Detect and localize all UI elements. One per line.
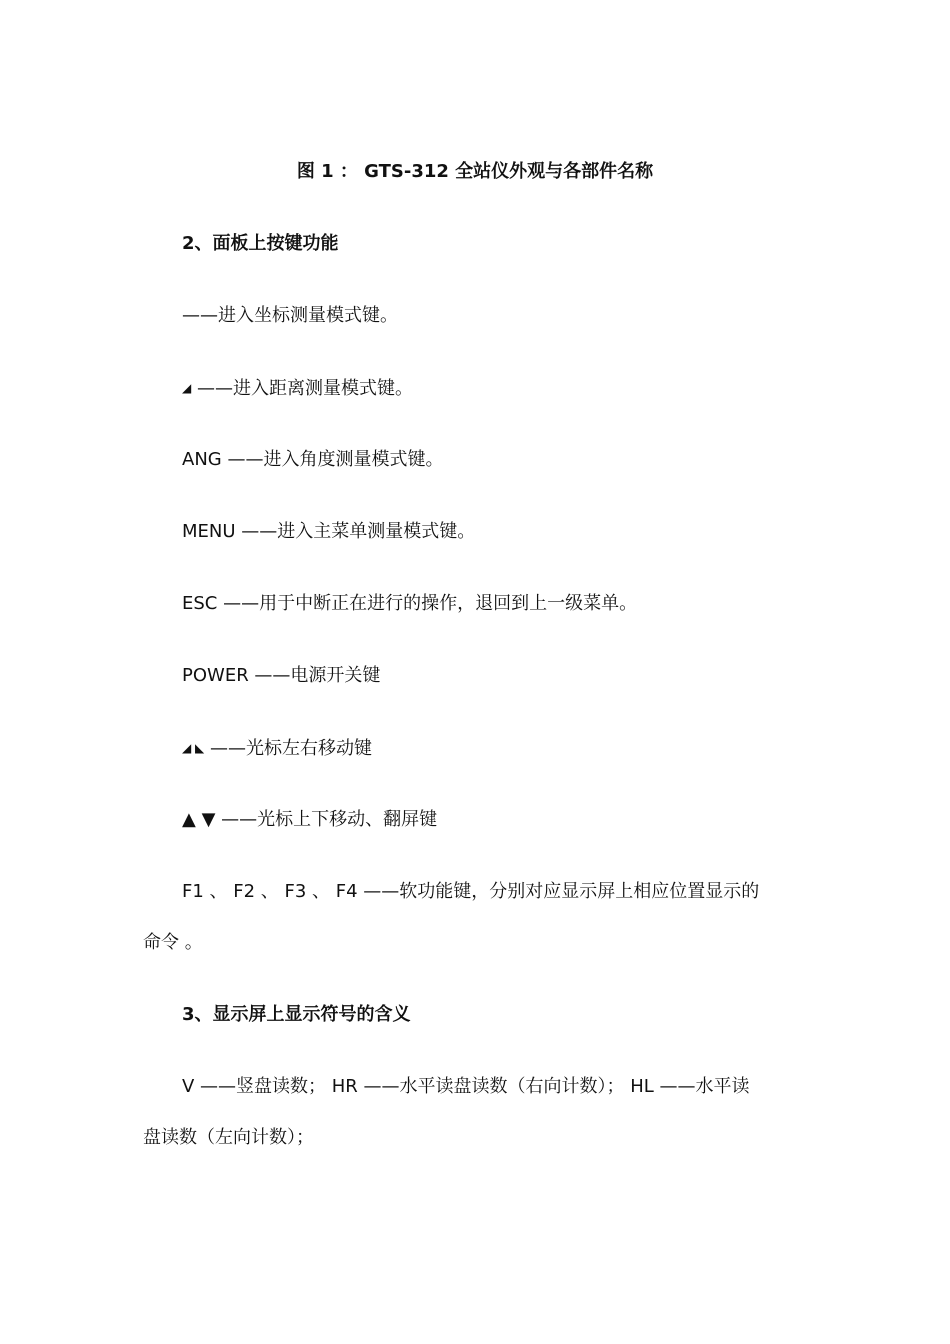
key-power-desc: ——电源开关键 (248, 665, 381, 686)
symbols-paragraph-line2: 盘读数（左向计数）； (143, 1127, 314, 1148)
key-distance-mode (182, 376, 413, 401)
fkeys-paragraph-line1: F1 、 F2 、 F3 、 F4 ——软功能键，分别对应显示屏上相应位置显示的 (182, 881, 760, 902)
key-cursor-up-down (182, 808, 437, 832)
key-distance-desc: ——进入距离测量模式键。 (191, 378, 413, 399)
key-cursor-ud-desc: ——光标上下移动、翻屏键 (215, 809, 438, 830)
key-power (182, 664, 380, 688)
key-coordinate-mode (182, 304, 398, 328)
key-ang-label: ANG (182, 449, 222, 470)
key-esc (182, 592, 637, 616)
key-menu-desc: ——进入主菜单测量模式键。 (235, 521, 476, 542)
symbols-paragraph-line1: V ——竖盘读数； HR ——水平读盘读数（右向计数）； HL ——水平读 (182, 1076, 750, 1097)
key-menu-label: MENU (182, 521, 236, 542)
key-menu-mode (182, 520, 475, 544)
section-2-heading: 2、面板上按键功能 (182, 233, 339, 254)
section-3-heading: 3、显示屏上显示符号的含义 (182, 1004, 411, 1025)
distance-key-icon: ◢ (182, 381, 192, 395)
fkeys-paragraph-line2: 命令 。 (143, 932, 203, 953)
up-down-arrow-icon: ▲ ▼ (182, 809, 216, 830)
key-ang-desc: ——进入角度测量模式键。 (221, 449, 444, 470)
key-esc-label: ESC (182, 593, 218, 614)
key-cursor-lr-desc: ——光标左右移动键 (204, 738, 373, 759)
key-coordinate-desc: ——进入坐标测量模式键。 (182, 305, 398, 326)
figure-caption: 图 1 ： GTS-312 全站仪外观与各部件名称 (296, 161, 654, 182)
key-angle-mode (182, 448, 443, 472)
key-cursor-left-right (182, 736, 372, 761)
key-esc-desc: ——用于中断正在进行的操作，退回到上一级菜单。 (217, 593, 638, 614)
key-power-label: POWER (182, 665, 249, 686)
left-right-arrow-icon: ◢ ◣ (182, 741, 205, 755)
